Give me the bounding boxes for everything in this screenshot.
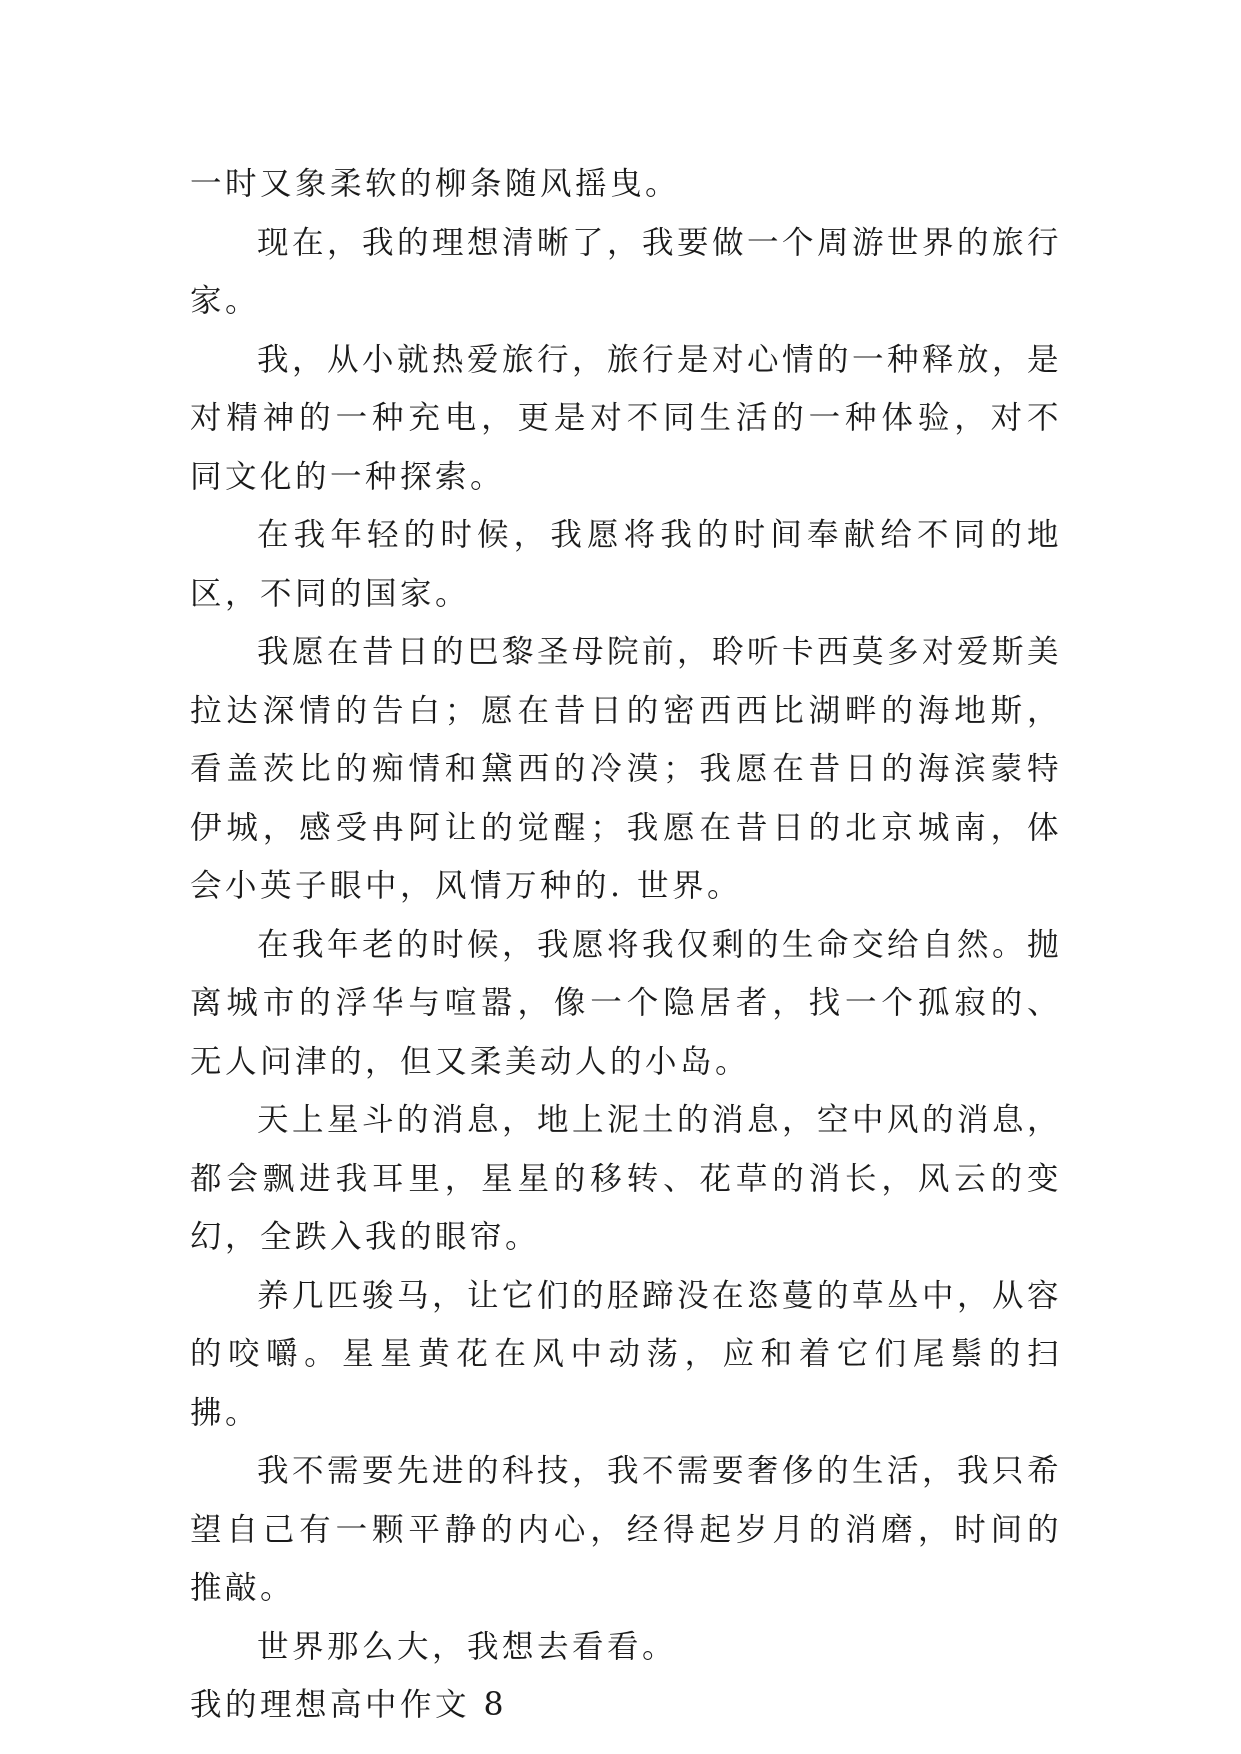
paragraph: 在我年轻的时候，我愿将我的时间奉献给不同的地区，不同的国家。 (190, 517, 1062, 612)
paragraph: 我，从小就热爱旅行，旅行是对心情的一种释放，是对精神的一种充电，更是对不同生活的一种体验，对不同文化的一种探索。 (190, 341, 1063, 495)
paragraph: 一时又象柔软的柳条随风摇曳。 (190, 166, 681, 202)
paragraph: 天上星斗的消息，地上泥土的消息，空中风的消息，都会飘进我耳里，星星的移转、花草的消长，风云的变幻，全跌入我的眼帘。 (190, 1102, 1063, 1255)
paragraph: 我愿在昔日的巴黎圣母院前，聆听卡西莫多对爱斯美拉达深情的告白；愿在昔日的密西西比湖畔的海地斯，看盖茨比的痴情和黛西的冷漠；我愿在昔日的海滨蒙特伊城，感受冉阿让的觉醒；我愿在昔日的北京城南，体会小英子眼中，风情万种的. 世界。 (190, 634, 1063, 904)
paragraph: 养几匹骏马，让它们的胫蹄没在恣蔓的草丛中，从容的咬嚼。星星黄花在风中动荡，应和着它们尾鬃的扫拂。 (190, 1277, 1063, 1431)
section-heading: 我的理想高中作文 8 (190, 1687, 508, 1723)
document-body (190, 155, 1062, 1735)
paragraph: 现在，我的理想清晰了，我要做一个周游世界的旅行家。 (190, 224, 1063, 319)
paragraph: 我不需要先进的科技，我不需要奢侈的生活，我只希望自己有一颗平静的内心，经得起岁月的消磨，时间的推敲。 (190, 1453, 1063, 1606)
paragraph: 世界那么大，我想去看看。 (257, 1628, 678, 1665)
paragraph: 在我年老的时候，我愿将我仅剩的生命交给自然。抛离城市的浮华与喧嚣，像一个隐居者，找一个孤寂的、无人问津的，但又柔美动人的小岛。 (190, 926, 1063, 1080)
